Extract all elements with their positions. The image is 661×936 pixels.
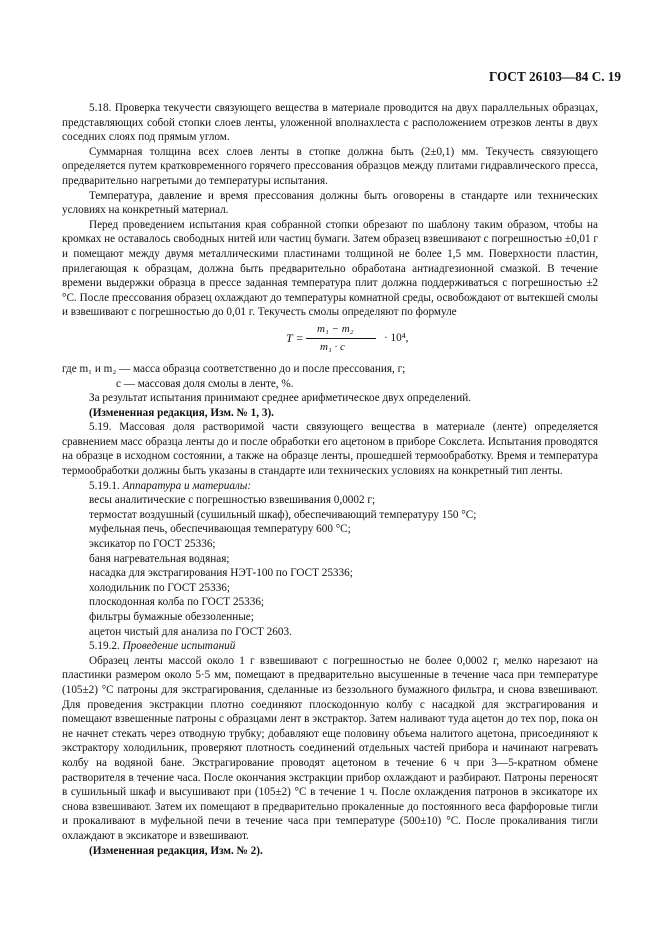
formula-lhs: T = [286,330,304,345]
paragraph-thickness: Суммарная толщина всех слоев ленты в стопке должна быть (2±0,1) мм. Текучесть связующего определяется путем кратковременного горячего прессования образцов между плитами гидравлического пресса, предварительно нагретыми до температуры испытания. [62,145,598,187]
document-body [62,101,598,858]
procedure-number: 5.19.2. [89,640,120,653]
paragraph-procedure-5-19: Образец ленты массой около 1 г взвешивают с погрешностью не более 0,0002 г, мелко нарезают на пластинки размером около 5·5 мм, помещают в предварительно высушенные в течение часа при температуре (105±2) °С патроны для экстрагирования, сделанные из беззольного бумажного фильтра, и снова взвешивают. Для проведения экстракции плотно соединяют плоскодонную колбу с насадкой для экстрагирования и помещают взвешенные патроны с образцами лент в экстрактор. Затем наливают туда ацетон до тех пор, пока он не начнет стекать через отводную трубку; добавляют еще половину объема налитого ацетона, присоединяют к экстрактору холодильник, проверяют плотность соединений отдельных частей прибора и начинают нагревать колбу на водяной бане. Экстрагирование проводят ацетоном в течение 6 ч при 3—5-кратном обмене растворителя в течение часа. После окончания экстракции прибор охлаждают и разбирают. Патроны переносят в сушильный шкаф и высушивают при (105±2) °С в течение 1 ч. После охлаждения патронов в эксикаторе их снова взвешивают. Затем их помещают в предварительно прокаленные до постоянного веса фарфоровые тигли и прокаливают в муфельной печи в течение часа при температуре (500±10) °С. После прокаливания тигли охлаждают в эксикаторе и взвешивают. [62,654,598,842]
formula-where-m: где m₁ и m₂ — масса образца соответственно до и после прессования, г; [62,362,406,375]
list-item: баня нагревательная водяная; [89,552,230,565]
list-item: фильтры бумажные обеззоленные; [89,611,254,623]
formula-numerator: m₁ − m₂ [317,322,354,335]
procedure-title: Проведение испытаний [122,640,236,653]
list-item: термостат воздушный (сушильный шкаф), обеспечивающий температуру 150 °С; [89,508,477,521]
formula-multiplier: · 10⁴, [384,331,409,344]
procedure-heading [62,639,598,654]
apparatus-number: 5.19.1. [89,479,120,492]
paragraph-5-18: 5.18. Проверка текучести связующего вещества в материале проводится на двух параллельных образцах, представляющих собой стопки слоев ленты, уложенной вполнахлеста с расположением отрезков ленты в двух соседних слоях под прямым углом. [62,102,598,144]
paragraph-procedure: Перед проведением испытания края собранной стопки обрезают по шаблону таким образом, чтобы на кромках не оставалось свободных нитей или частиц бумаги. Затем образец взвешивают с погрешностью ±0,01 г и помещают между двумя металлическими пластинами толщиной не более 1,5 мм. Поверхности пластин, прилегающая к образцам, должна быть предварительно обработана антиадгезионной смазкой. В течение времени выдержки образца в прессе заданная температура плит должна поддерживаться с погрешностью ±2 °С. После прессования образец охлаждают до температуры комнатной среды, освобождают от вытекшей смолы и взвешивают с погрешностью до 0,01 г. Текучесть смолы определяют по формуле [62,218,598,319]
paragraph-result: За результат испытания принимают среднее арифметическое двух определений. [89,392,471,405]
list-item: насадка для экстрагирования НЭТ-100 по ГОСТ 25336; [89,567,353,580]
edition-note-1: (Измененная редакция, Изм. № 1, 3). [89,406,274,419]
list-item: ацетон чистый для анализа по ГОСТ 2603. [89,625,292,638]
formula-fluidity [62,322,598,362]
list-item: плоскодонная колба по ГОСТ 25336; [89,596,265,609]
edition-note-2: (Измененная редакция, Изм. № 2). [89,844,263,857]
list-item: муфельная печь, обеспечивающая температуру 600 °С; [89,523,351,536]
list-item: эксикатор по ГОСТ 25336; [89,538,216,551]
apparatus-title: Аппаратура и материалы: [122,479,252,492]
paragraph-conditions: Температура, давление и время прессования должны быть оговорены в стандарте или технических условиях на конкретный материал. [62,189,598,217]
fraction-bar [306,338,376,339]
list-item: холодильник по ГОСТ 25336; [89,581,230,594]
formula-where-c: c — массовая доля смолы в ленте, %. [116,377,294,390]
page-header: ГОСТ 26103—84 С. 19 [488,69,621,84]
apparatus-heading [62,479,598,494]
formula-denominator: m₁ · c [320,340,345,353]
list-item: весы аналитические с погрешностью взвешивания 0,0002 г; [89,494,376,507]
paragraph-5-19: 5.19. Массовая доля растворимой части связующего вещества в материале (ленте) определяется сравнением масс образца ленты до и после обработки его ацетоном в приборе Сокслета. Испытания проводятся на образце в исходном состоянии, а также на образце ленты, прошедшей термообработку. Время и температура термообработки должны быть указаны в стандарте или технических условиях на конкретный тип ленты. [62,421,598,478]
